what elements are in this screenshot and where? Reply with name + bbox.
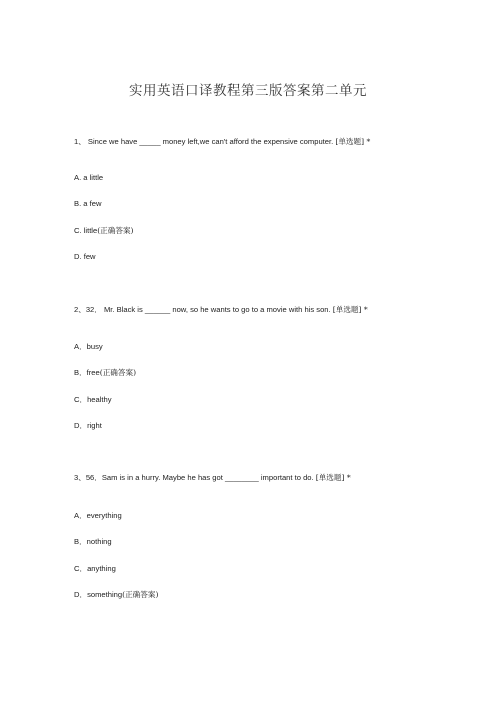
correct-answer-mark: (正确答案) bbox=[97, 226, 134, 235]
question-2-option-a[interactable] bbox=[74, 342, 103, 352]
option-label: C．anything bbox=[74, 564, 116, 573]
option-label: B．nothing bbox=[74, 537, 112, 546]
question-1-stem bbox=[74, 137, 370, 147]
correct-answer-mark: (正确答案) bbox=[99, 368, 137, 377]
question-2-stem bbox=[74, 305, 368, 315]
option-label: D. few bbox=[74, 252, 96, 261]
question-3-text: 3、56．Sam is in a hurry. Maybe he has got ________ important to do. bbox=[74, 473, 314, 482]
option-label: B. a few bbox=[74, 199, 102, 208]
option-label: B．free bbox=[74, 368, 100, 377]
option-label: D．something bbox=[74, 590, 123, 599]
question-3-option-a[interactable] bbox=[74, 511, 122, 521]
question-3-option-b[interactable] bbox=[74, 537, 112, 547]
question-1-option-a[interactable] bbox=[74, 173, 103, 183]
option-label: C．healthy bbox=[74, 395, 112, 404]
question-2-text: 2、32． Mr. Black is ______ now, so he wants to go to a movie with his son. bbox=[74, 305, 331, 314]
option-label: D．right bbox=[74, 421, 102, 430]
question-2-option-d[interactable] bbox=[74, 421, 102, 431]
question-3-option-c[interactable] bbox=[74, 564, 116, 574]
question-3-type-tag: [单选题] * bbox=[315, 473, 351, 482]
option-label: C. little bbox=[74, 226, 98, 235]
question-3-option-d[interactable] bbox=[74, 590, 158, 600]
question-2-option-b[interactable] bbox=[74, 368, 136, 378]
option-label: A．busy bbox=[74, 342, 103, 351]
question-1-type-tag: [单选题] * bbox=[335, 137, 371, 146]
option-label: A．everything bbox=[74, 511, 122, 520]
question-3-stem bbox=[74, 473, 351, 483]
question-1-text: 1、 Since we have _____ money left,we can't afford the expensive computer. bbox=[74, 137, 334, 146]
option-label: A. a little bbox=[74, 173, 104, 182]
question-1-option-b[interactable] bbox=[74, 199, 101, 209]
question-1-option-d[interactable] bbox=[74, 252, 96, 262]
question-2-option-c[interactable] bbox=[74, 395, 112, 405]
question-2-type-tag: [单选题] * bbox=[332, 305, 368, 314]
question-1-option-c[interactable] bbox=[74, 226, 134, 236]
page-title: 实用英语口译教程第三版答案第二单元 bbox=[129, 83, 367, 99]
correct-answer-mark: (正确答案) bbox=[122, 590, 159, 599]
